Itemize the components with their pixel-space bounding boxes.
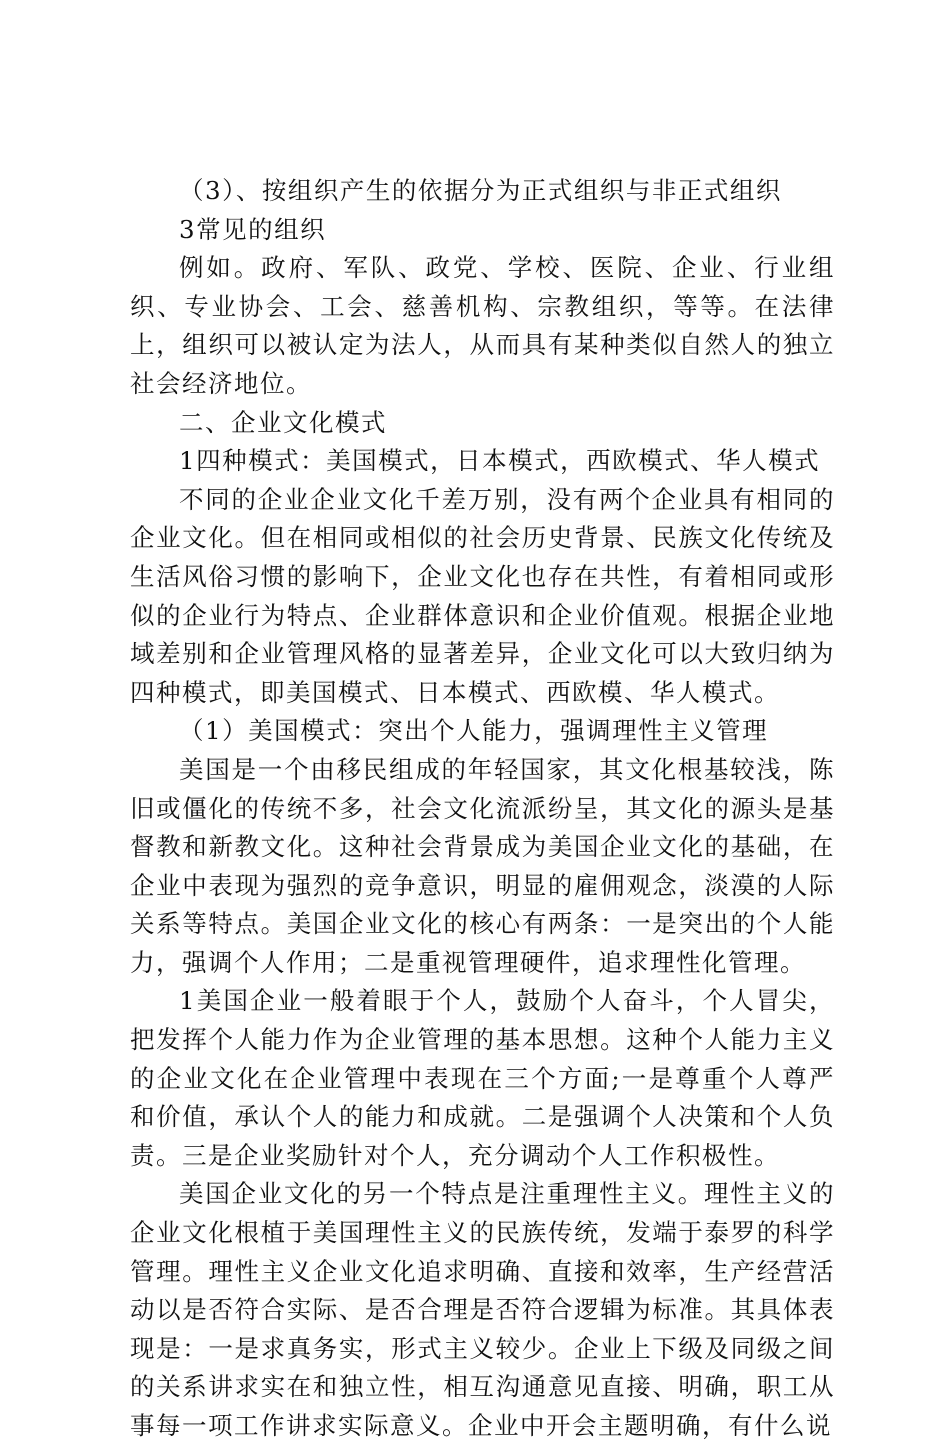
paragraph-rationalism: 美国企业文化的另一个特点是注重理性主义。理性主义的企业文化根植于美国理性主义的民族传统，发端于泰罗的科学管理。理性主义企业文化追求明确、直接和效率，生产经营活动以是否符合实际、是否合理是否符合逻辑为标准。其具体表现是：一是求真务实，形式主义较少。企业上下级及同级之间的关系讲求实在和独立性，相互沟通意见直接、明确，职工从事每一项工作讲求实际意义。企业中开会主题明确，有什么说 [130,1179,835,1440]
heading-common-organizations: 3常见的组织 [179,214,327,244]
heading-four-models: 1四种模式：美国模式，日本模式，西欧模式、华人模式 [179,446,821,476]
heading-corporate-culture-models: 二、企业文化模式 [179,407,387,437]
document-body [130,172,835,1446]
heading-american-model: （1）美国模式：突出个人能力，强调理性主义管理 [179,716,769,746]
paragraph-american-background: 美国是一个由移民组成的年轻国家，其文化根基较浅，陈旧或僵化的传统不多，社会文化流派纷呈，其文化的源头是基督教和新教文化。这种社会背景成为美国企业文化的基础，在企业中表现为强烈的竞争意识，明显的雇佣观念，淡漠的人际关系等特点。美国企业文化的核心有两条：一是突出的个人能力，强调个人作用；二是重视管理硬件，追求理性化管理。 [130,754,835,977]
paragraph-classification-basis: （3）、按组织产生的依据分为正式组织与非正式组织 [179,176,782,205]
paragraph-individual-ability: 1美国企业一般着眼于个人，鼓励个人奋斗，个人冒尖，把发挥个人能力作为企业管理的基本思想。这种个人能力主义的企业文化在企业管理中表现在三个方面;一是尊重个人尊严和价值，承认个人的能力和成就。二是强调个人决策和个人负责。三是企业奖励针对个人，充分调动个人工作积极性。 [130,986,835,1170]
paragraph-culture-differences: 不同的企业企业文化千差万别，没有两个企业具有相同的企业文化。但在相同或相似的社会历史背景、民族文化传统及生活风俗习惯的影响下，企业文化也存在共性，有着相同或形似的企业行为特点、企业群体意识和企业价值观。根据企业地域差别和企业管理风格的显著差异，企业文化可以大致归纳为四种模式，即美国模式、日本模式、西欧模、华人模式。 [130,484,835,707]
paragraph-organization-examples: 例如。政府、军队、政党、学校、医院、企业、行业组织、专业协会、工会、慈善机构、宗教组织，等等。在法律上，组织可以被认定为法人，从而具有某种类似自然人的独立社会经济地位。 [130,253,835,398]
